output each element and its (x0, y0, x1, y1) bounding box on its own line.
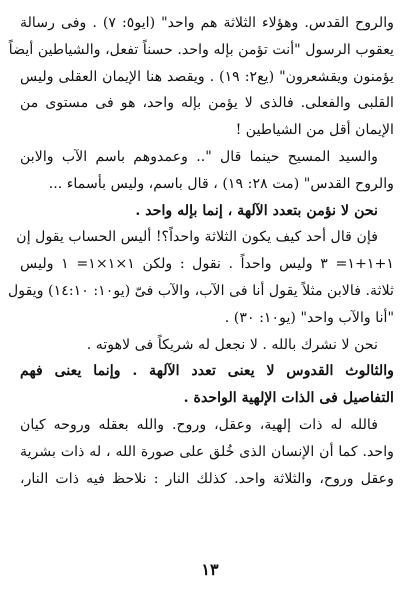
page-number: ١٣ (201, 560, 219, 579)
text-line: يؤمنون ويقشعرون" (يع٢: ١٩) . ويقصد هنا الإيمان العقلى وليس (20, 68, 394, 85)
text-line: القلبى والفعلى. فالذى لا يؤمن بإله واحد، هو فى مستوى من (20, 95, 394, 112)
text-line: ١+١+١= ٣ وليس واحداً . نقول : ولكن ١×١×١= ١ وليس (20, 256, 394, 273)
bold-statement: والثالوث القدوس لا يعنى تعدد الآلهة . وإنما يعنى فهم (20, 363, 394, 380)
text-line: فإن قال أحد كيف يكون الثلاثة واحداً؟! أليس الحساب يقول إن (16, 229, 378, 246)
text-line: "أنا والآب واحد" (يو١٠: ٣٠) . (224, 309, 394, 326)
text-line: ثلاثة. فالابن مثلاً يقول أنا فى الآب، والآب فىّ (يو١٠: ١٤:١٠) ويقول (7, 282, 394, 299)
text-line: نحن لا نشرك بالله . لا نجعل له شريكاً فى لاهوته . (86, 336, 378, 353)
text-line: وعقل وروح، والثلاثة واحد. كذلك النار : نلاحظ فيه ذات النار، (20, 470, 394, 487)
body-text (7, 10, 395, 492)
text-line: والروح القدس. وهؤلاء الثلاثة هم واحد" (ايو٥: ٧) . وفى رسالة (20, 15, 395, 31)
text-line: يعقوب الرسول "أنت تؤمن بإله واحد. حسناً تفعل، والشياطين أيضاً (8, 41, 394, 58)
text-line: الإيمان أقل من الشياطين ! (235, 122, 394, 139)
bold-statement: التفاصيل فى الذات الإلهية الواحدة . (183, 390, 394, 407)
text-line: واحد. كما أن الإنسان الذى خُلق على صورة الله ، له ذات بشرية (20, 443, 394, 460)
bold-statement: نحن لا نؤمن بتعدد الآلهة ، إنما بإله واحد . (135, 202, 378, 219)
text-line: والروح القدس" (مت ٢٨: ١٩) ، قال باسم، وليس بأسماء ... (48, 175, 394, 192)
text-line: والسيد المسيح حينما قال ".. وعمدوهم باسم الآب والابن (20, 148, 378, 165)
text-line: فالله له ذات إلهية، وعقل، وروح. والله بعقله وروحه كيان (20, 416, 378, 433)
